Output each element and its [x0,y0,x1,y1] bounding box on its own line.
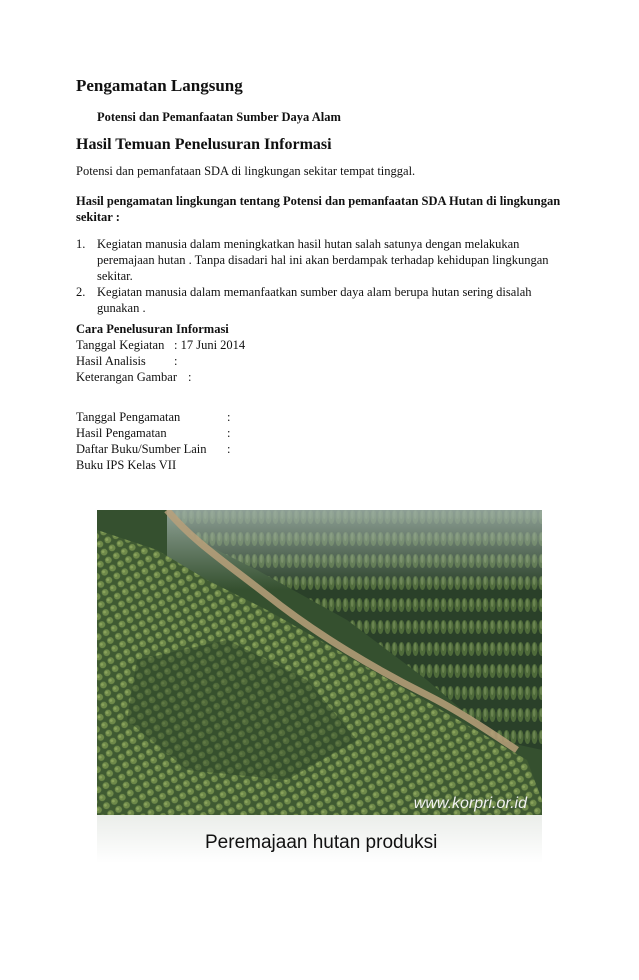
method-heading: Cara Penelusuran Informasi [76,322,229,336]
list-item [76,284,564,316]
list-number: 2. [76,285,86,299]
observation-summary-line1: Hasil pengamatan lingkungan tentang Potensi dan pemanfaatan SDA Hutan di lingkungan [76,194,561,208]
photo-watermark: www.korpri.or.id [413,795,527,812]
findings-heading: Hasil Temuan Penelusuran Informasi [76,136,332,153]
field-value: : [188,370,192,384]
field-value: : [227,442,231,456]
photo-caption: Peremajaan hutan produksi [205,832,438,853]
sub-heading: Potensi dan Pemanfaatan Sumber Daya Alam [97,110,341,124]
field-value: : 17 Juni 2014 [174,338,246,352]
list-line: Kegiatan manusia dalam memanfaatkan sumber daya alam berupa hutan sering disalah [97,285,532,299]
list-line: peremajaan hutan . Tanpa disadari hal ini akan berdampak terhadap kehidupan lingkungan [97,253,549,267]
field-value: : [174,354,178,368]
field-value: : [227,410,231,424]
field-value: : [227,426,231,440]
book-reference: Buku IPS Kelas VII [76,458,177,472]
intro-text: Potensi dan pemanfataan SDA di lingkungan sekitar tempat tinggal. [76,164,416,178]
list-line: sekitar. [97,269,133,283]
list-item [76,236,564,284]
forest-illustration [97,510,542,863]
field-label: Tanggal Kegiatan [76,338,165,352]
list-number: 1. [76,237,86,251]
field-label: Keterangan Gambar [76,370,177,384]
page-title: Pengamatan Langsung [76,76,243,95]
list-line: Kegiatan manusia dalam meningkatkan hasil hutan salah satunya dengan melakukan [97,237,520,251]
forest-photo [97,510,542,863]
field-label: Tanggal Pengamatan [76,410,181,424]
field-label: Hasil Analisis [76,354,146,368]
field-label: Daftar Buku/Sumber Lain [76,442,207,456]
field-label: Hasil Pengamatan [76,426,167,440]
observation-summary-line2: sekitar : [76,210,120,224]
list-line: gunakan . [97,301,146,315]
